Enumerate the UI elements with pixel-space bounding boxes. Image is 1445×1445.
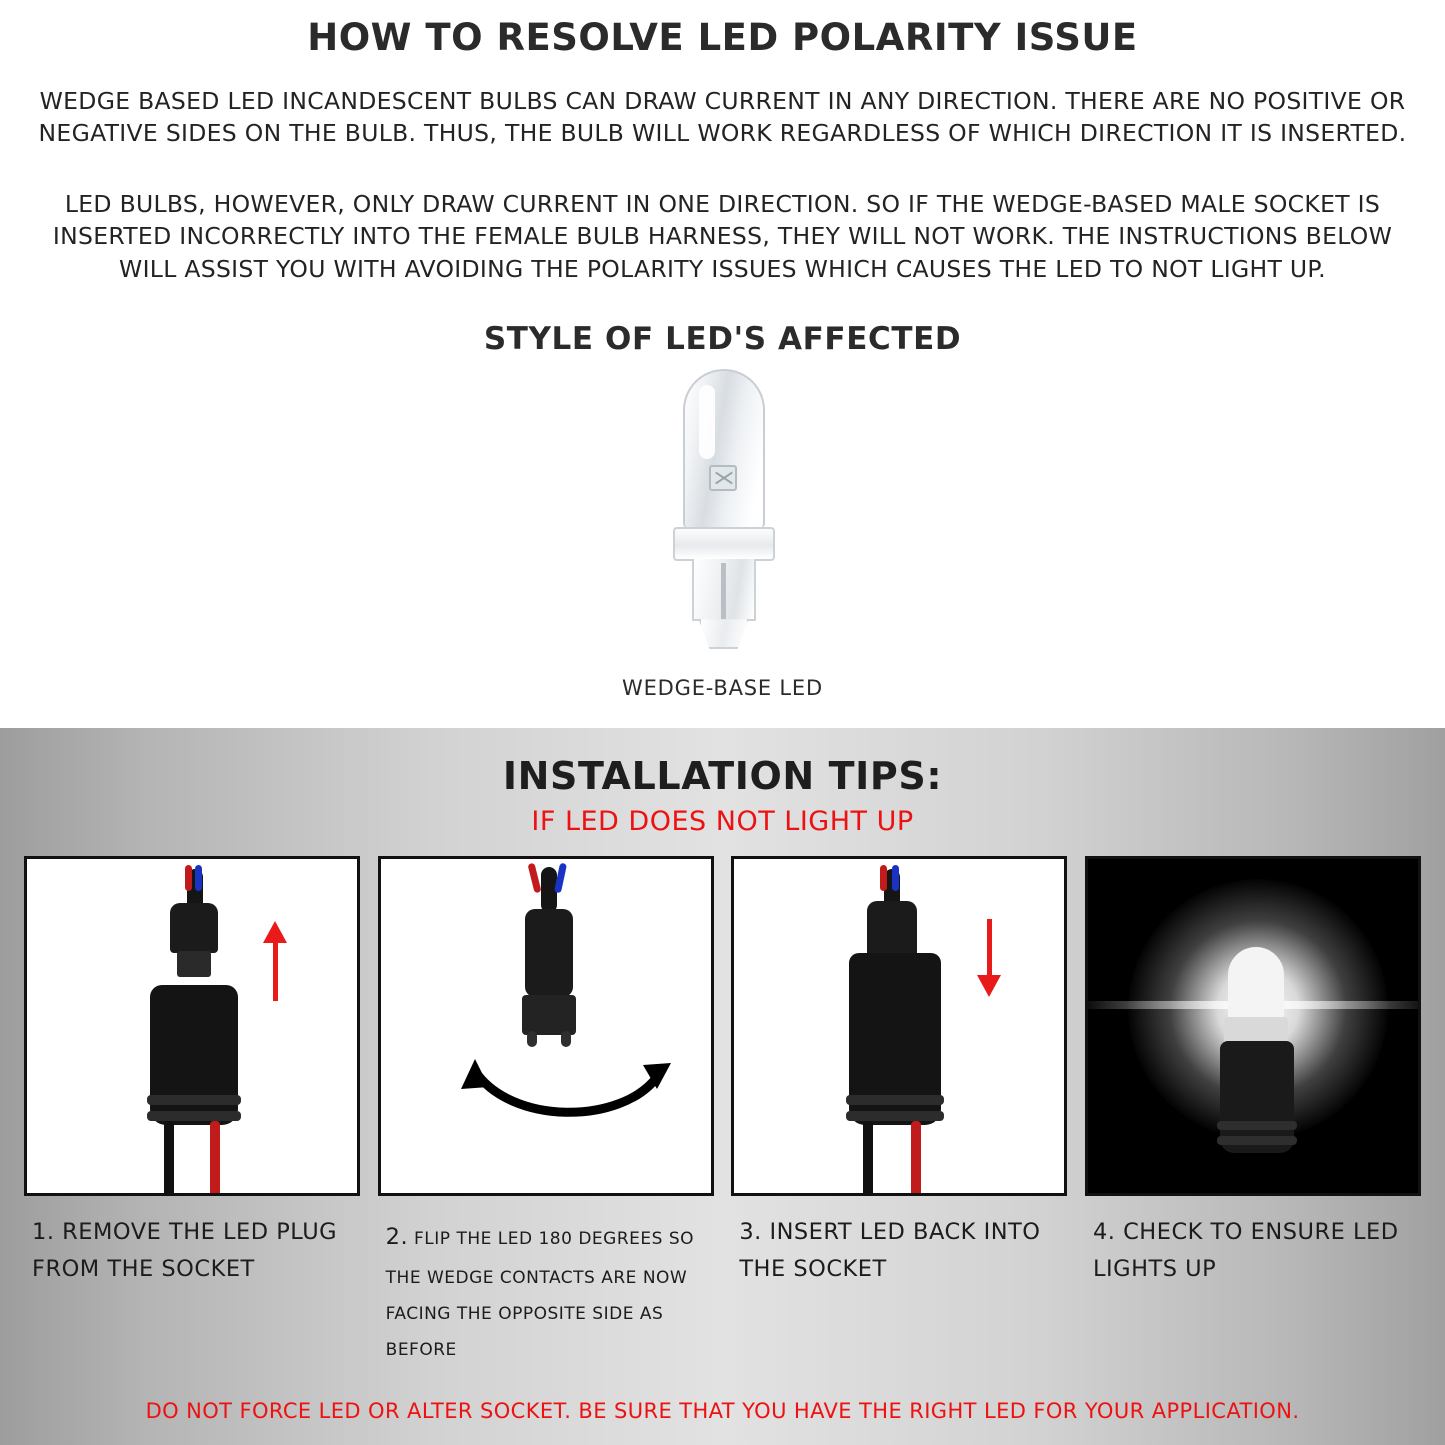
led-wedge-contacts (522, 995, 576, 1035)
socket-ridge-1 (846, 1095, 944, 1105)
wedge-base-led-illustration (0, 369, 1445, 669)
step-card-1 (24, 856, 360, 1368)
bulb-collar (673, 527, 775, 561)
step-2-photo (378, 856, 714, 1196)
step-2-caption (378, 1214, 714, 1368)
intro-paragraph-1: WEDGE BASED LED INCANDESCENT BULBS CAN DRAW CURRENT IN ANY DIRECTION. THERE ARE NO POSITIVE OR NEGATIVE SIDES ON THE BULB. THUS, THE BULB WILL WORK REGARDLESS OF WHICH DIRECTION IT IS INSERTED. (38, 87, 1407, 148)
step-1-photo (24, 856, 360, 1196)
led-bulb-icon (665, 369, 781, 647)
up-arrow-icon (263, 921, 287, 943)
socket-wire-black (164, 1121, 174, 1196)
bulb-led-chip (709, 465, 737, 491)
steps-row (0, 856, 1445, 1368)
step-1-caption (24, 1214, 360, 1288)
step-1-number: 1. (32, 1219, 55, 1245)
down-arrow-icon (977, 975, 1001, 997)
intro-paragraph-2: LED BULBS, HOWEVER, ONLY DRAW CURRENT IN ONE DIRECTION. SO IF THE WEDGE-BASED MALE SOCKET IS INSERTED INCORRECTLY INTO THE FEMALE BULB HARNESS, THEY WILL NOT WORK. THE INSTRUCTIONS BELOW WILL ASSIST YOU WITH AVOIDING THE POLARITY ISSUES WHICH CAUSES THE LED TO NOT LIGHT UP. (52, 189, 1393, 283)
socket-ridge-1 (1217, 1121, 1297, 1130)
red-wire (880, 865, 887, 891)
step-card-3 (731, 856, 1067, 1368)
down-arrow-stem (987, 919, 992, 977)
up-arrow-stem (273, 939, 278, 1001)
step-1-text: REMOVE THE LED PLUG FROM THE SOCKET (32, 1219, 338, 1283)
step-4-text: CHECK TO ENSURE LED LIGHTS UP (1092, 1219, 1399, 1283)
led-plug-head (867, 901, 917, 957)
bulb-glass-dome (683, 369, 765, 529)
socket-wire-black (863, 1121, 873, 1196)
step-card-2 (378, 856, 714, 1368)
step-4-number: 4. (1092, 1219, 1116, 1245)
led-wedge-contacts (177, 951, 211, 977)
step-3-number: 3. (739, 1219, 762, 1245)
bulb-wedge-base (699, 619, 749, 649)
led-plug-head (525, 909, 573, 997)
step-2-text: FLIP THE LED 180 DEGREES SO THE WEDGE CONTACTS ARE NOW FACING THE OPPOSITE SIDE AS BEFORE (385, 1229, 694, 1360)
rotate-arrow-icon (441, 1055, 671, 1133)
socket-wire-red (911, 1121, 921, 1196)
socket-wire-red (210, 1121, 220, 1196)
led-plug-head (170, 903, 218, 953)
footer-warning: DO NOT FORCE LED OR ALTER SOCKET. BE SURE THAT YOU HAVE THE RIGHT LED FOR YOUR APPLICATION. (145, 1399, 1300, 1423)
step-4-photo (1085, 856, 1421, 1196)
socket-ridge-2 (846, 1111, 944, 1121)
blue-wire (892, 865, 899, 891)
step-card-4 (1085, 856, 1421, 1368)
red-wire (527, 863, 541, 894)
step-2-number: 2. (385, 1224, 409, 1250)
step-3-caption (731, 1214, 1067, 1288)
installation-tips-section (0, 728, 1445, 1445)
step-3-photo (731, 856, 1067, 1196)
contact-pin-right (561, 1031, 571, 1047)
page-title: HOW TO RESOLVE LED POLARITY ISSUE (307, 16, 1138, 59)
blue-wire (195, 865, 202, 891)
step-4-caption (1085, 1214, 1421, 1288)
socket-ridge-2 (1217, 1136, 1297, 1145)
bulb-caption: WEDGE-BASE LED (622, 676, 823, 700)
socket-ridge-1 (147, 1095, 241, 1105)
lit-led-dome (1228, 947, 1284, 1021)
tips-subtitle: IF LED DOES NOT LIGHT UP (531, 806, 914, 837)
tips-title: INSTALLATION TIPS: (502, 754, 943, 798)
style-section-title: STYLE OF LED'S AFFECTED (483, 321, 962, 358)
socket-ridge-2 (147, 1111, 241, 1121)
contact-pin-left (527, 1031, 537, 1047)
step-3-text: INSERT LED BACK INTO THE SOCKET (739, 1219, 1041, 1283)
red-wire (185, 865, 192, 891)
